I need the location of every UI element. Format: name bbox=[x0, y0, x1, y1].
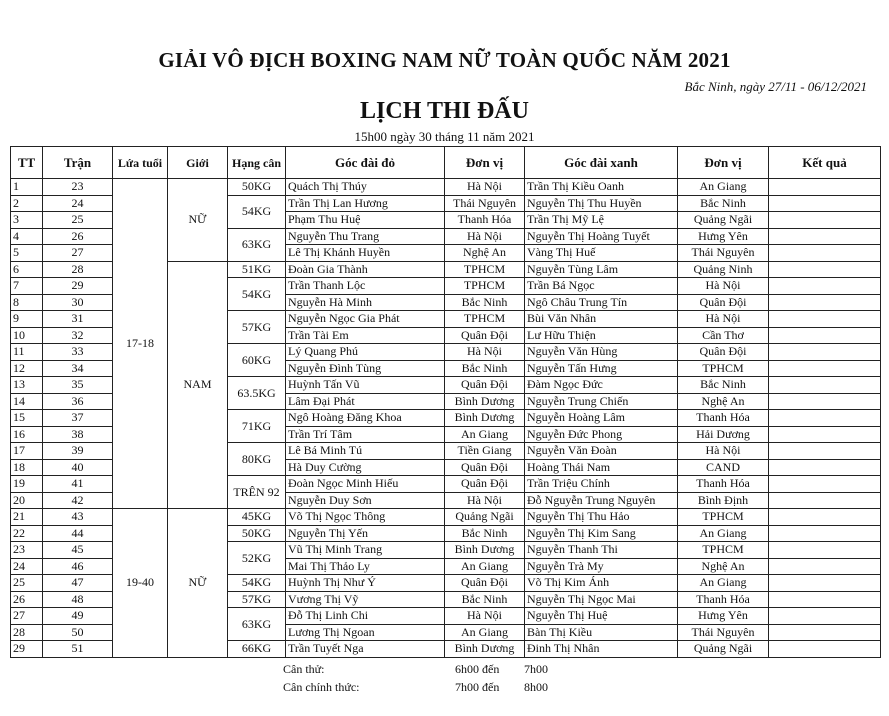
cell-red-unit: Bình Dương bbox=[445, 542, 525, 559]
cell-blue-unit: Hà Nội bbox=[678, 443, 769, 460]
cell-blue-corner: Nguyễn Thị Huệ bbox=[525, 608, 678, 625]
cell-red-unit: Bắc Ninh bbox=[445, 525, 525, 542]
cell-blue-unit: An Giang bbox=[678, 525, 769, 542]
cell-blue-corner: Đàm Ngọc Đức bbox=[525, 377, 678, 394]
cell-red-corner: Huỳnh Thị Như Ý bbox=[286, 575, 445, 592]
cell-red-unit: Thanh Hóa bbox=[445, 212, 525, 229]
schedule-heading: LỊCH THI ĐẤU bbox=[360, 98, 529, 124]
cell-tt: 9 bbox=[11, 311, 43, 328]
cell-red-corner: Mai Thị Thảo Ly bbox=[286, 558, 445, 575]
cell-match: 30 bbox=[43, 294, 113, 311]
cell-tt: 8 bbox=[11, 294, 43, 311]
cell-blue-corner: Nguyễn Tùng Lâm bbox=[525, 261, 678, 278]
cell-result bbox=[769, 492, 881, 509]
table-row bbox=[11, 179, 881, 196]
cell-blue-unit: Hưng Yên bbox=[678, 228, 769, 245]
cell-result bbox=[769, 525, 881, 542]
cell-blue-unit: Hà Nội bbox=[678, 278, 769, 295]
cell-blue-unit: Bắc Ninh bbox=[678, 377, 769, 394]
cell-blue-unit: TPHCM bbox=[678, 509, 769, 526]
cell-tt: 4 bbox=[11, 228, 43, 245]
table-header-row bbox=[11, 147, 881, 179]
cell-blue-unit: Thái Nguyên bbox=[678, 245, 769, 262]
cell-red-corner: Huỳnh Tấn Vũ bbox=[286, 377, 445, 394]
cell-blue-unit: Hà Nội bbox=[678, 311, 769, 328]
cell-red-corner: Vương Thị Vỹ bbox=[286, 591, 445, 608]
cell-result bbox=[769, 377, 881, 394]
cell-blue-unit: Bắc Ninh bbox=[678, 195, 769, 212]
cell-blue-corner: Trần Triệu Chính bbox=[525, 476, 678, 493]
col-header-red-unit: Đơn vị bbox=[445, 147, 525, 179]
cell-red-unit: Hà Nội bbox=[445, 608, 525, 625]
cell-result bbox=[769, 575, 881, 592]
col-header-tran: Trận bbox=[43, 147, 113, 179]
cell-result bbox=[769, 344, 881, 361]
cell-match: 31 bbox=[43, 311, 113, 328]
cell-match: 48 bbox=[43, 591, 113, 608]
cell-tt: 12 bbox=[11, 360, 43, 377]
cell-red-unit: Quân Đội bbox=[445, 327, 525, 344]
cell-tt: 5 bbox=[11, 245, 43, 262]
cell-weight: 52KG bbox=[228, 542, 286, 575]
cell-red-corner: Nguyễn Thu Trang bbox=[286, 228, 445, 245]
cell-blue-corner: Bùi Văn Nhân bbox=[525, 311, 678, 328]
cell-blue-corner: Nguyễn Thị Ngọc Mai bbox=[525, 591, 678, 608]
cell-tt: 25 bbox=[11, 575, 43, 592]
cell-blue-unit: Quảng Ngãi bbox=[678, 641, 769, 658]
cell-result bbox=[769, 393, 881, 410]
cell-result bbox=[769, 509, 881, 526]
cell-result bbox=[769, 591, 881, 608]
cell-match: 44 bbox=[43, 525, 113, 542]
cell-tt: 19 bbox=[11, 476, 43, 493]
cell-result bbox=[769, 608, 881, 625]
cell-tt: 7 bbox=[11, 278, 43, 295]
cell-match: 38 bbox=[43, 426, 113, 443]
cell-red-corner: Trần Thị Lan Hương bbox=[286, 195, 445, 212]
cell-red-unit: Bắc Ninh bbox=[445, 591, 525, 608]
cell-red-unit: Bình Dương bbox=[445, 393, 525, 410]
cell-red-unit: Hà Nội bbox=[445, 344, 525, 361]
cell-result bbox=[769, 459, 881, 476]
cell-red-unit: An Giang bbox=[445, 558, 525, 575]
cell-red-corner: Hà Duy Cường bbox=[286, 459, 445, 476]
cell-red-corner: Lương Thị Ngoan bbox=[286, 624, 445, 641]
cell-result bbox=[769, 624, 881, 641]
cell-red-corner: Đoàn Ngọc Minh Hiếu bbox=[286, 476, 445, 493]
cell-match: 39 bbox=[43, 443, 113, 460]
cell-result bbox=[769, 476, 881, 493]
cell-weight: 57KG bbox=[228, 311, 286, 344]
cell-blue-corner: Lư Hữu Thiện bbox=[525, 327, 678, 344]
cell-blue-corner: Trần Thị Mỹ Lệ bbox=[525, 212, 678, 229]
official-weigh-to: 8h00 bbox=[524, 680, 548, 694]
col-header-result: Kết quả bbox=[769, 147, 881, 179]
cell-tt: 13 bbox=[11, 377, 43, 394]
cell-blue-corner: Nguyễn Thanh Thi bbox=[525, 542, 678, 559]
cell-blue-corner: Nguyễn Thị Hoàng Tuyết bbox=[525, 228, 678, 245]
cell-blue-corner: Hoàng Thái Nam bbox=[525, 459, 678, 476]
schedule-table bbox=[10, 146, 881, 658]
cell-red-unit: Nghệ An bbox=[445, 245, 525, 262]
cell-tt: 22 bbox=[11, 525, 43, 542]
cell-tt: 18 bbox=[11, 459, 43, 476]
official-weigh-from: 7h00 đến bbox=[455, 680, 500, 694]
cell-result bbox=[769, 212, 881, 229]
cell-match: 26 bbox=[43, 228, 113, 245]
cell-result bbox=[769, 228, 881, 245]
cell-gender: NAM bbox=[168, 261, 228, 509]
cell-match: 33 bbox=[43, 344, 113, 361]
cell-blue-corner: Vàng Thị Huế bbox=[525, 245, 678, 262]
cell-red-unit: Bình Dương bbox=[445, 410, 525, 427]
cell-blue-corner: Nguyễn Thị Kim Sang bbox=[525, 525, 678, 542]
cell-result bbox=[769, 261, 881, 278]
schedule-time: 15h00 ngày 30 tháng 11 năm 2021 bbox=[354, 129, 535, 144]
cell-red-corner: Nguyễn Thị Yến bbox=[286, 525, 445, 542]
cell-result bbox=[769, 641, 881, 658]
cell-match: 40 bbox=[43, 459, 113, 476]
cell-weight: 60KG bbox=[228, 344, 286, 377]
cell-blue-unit: An Giang bbox=[678, 575, 769, 592]
cell-result bbox=[769, 294, 881, 311]
cell-red-corner: Vũ Thị Minh Trang bbox=[286, 542, 445, 559]
cell-match: 45 bbox=[43, 542, 113, 559]
cell-blue-unit: Nghệ An bbox=[678, 393, 769, 410]
cell-weight: 54KG bbox=[228, 195, 286, 228]
cell-red-unit: Quân Đội bbox=[445, 459, 525, 476]
cell-blue-unit: Thanh Hóa bbox=[678, 476, 769, 493]
cell-red-corner: Đỗ Thị Linh Chi bbox=[286, 608, 445, 625]
cell-red-unit: Quân Đội bbox=[445, 476, 525, 493]
cell-tt: 17 bbox=[11, 443, 43, 460]
cell-blue-corner: Võ Thị Kim Ánh bbox=[525, 575, 678, 592]
cell-weight: 54KG bbox=[228, 278, 286, 311]
cell-result bbox=[769, 542, 881, 559]
cell-weight: 63.5KG bbox=[228, 377, 286, 410]
cell-red-unit: Thái Nguyên bbox=[445, 195, 525, 212]
cell-tt: 16 bbox=[11, 426, 43, 443]
cell-blue-corner: Nguyễn Hoàng Lâm bbox=[525, 410, 678, 427]
place-date: Bắc Ninh, ngày 27/11 - 06/12/2021 bbox=[684, 79, 867, 94]
cell-red-unit: Bắc Ninh bbox=[445, 360, 525, 377]
weigh-in-to: 7h00 bbox=[524, 662, 548, 676]
cell-red-corner: Trần Trí Tâm bbox=[286, 426, 445, 443]
cell-match: 28 bbox=[43, 261, 113, 278]
cell-match: 24 bbox=[43, 195, 113, 212]
col-header-blue-corner: Góc đài xanh bbox=[525, 147, 678, 179]
cell-blue-corner: Trần Thị Kiều Oanh bbox=[525, 179, 678, 196]
cell-blue-unit: CAND bbox=[678, 459, 769, 476]
cell-tt: 1 bbox=[11, 179, 43, 196]
cell-red-corner: Ngô Hoàng Đăng Khoa bbox=[286, 410, 445, 427]
cell-blue-unit: Hải Dương bbox=[678, 426, 769, 443]
cell-red-corner: Trần Tài Em bbox=[286, 327, 445, 344]
cell-result bbox=[769, 360, 881, 377]
cell-weight: 57KG bbox=[228, 591, 286, 608]
cell-age-group: 19-40 bbox=[113, 509, 168, 658]
cell-tt: 23 bbox=[11, 542, 43, 559]
cell-result bbox=[769, 426, 881, 443]
cell-red-corner: Lê Bá Minh Tú bbox=[286, 443, 445, 460]
cell-red-corner: Lâm Đại Phát bbox=[286, 393, 445, 410]
cell-match: 23 bbox=[43, 179, 113, 196]
cell-blue-corner: Nguyễn Văn Đoàn bbox=[525, 443, 678, 460]
cell-match: 43 bbox=[43, 509, 113, 526]
cell-result bbox=[769, 410, 881, 427]
cell-red-corner: Nguyễn Ngọc Gia Phát bbox=[286, 311, 445, 328]
cell-blue-corner: Bàn Thị Kiều bbox=[525, 624, 678, 641]
cell-red-corner: Quách Thị Thúy bbox=[286, 179, 445, 196]
cell-tt: 15 bbox=[11, 410, 43, 427]
cell-match: 29 bbox=[43, 278, 113, 295]
cell-red-corner: Nguyễn Hà Minh bbox=[286, 294, 445, 311]
cell-weight: 51KG bbox=[228, 261, 286, 278]
cell-gender: NỮ bbox=[168, 509, 228, 658]
cell-tt: 27 bbox=[11, 608, 43, 625]
cell-tt: 26 bbox=[11, 591, 43, 608]
cell-red-unit: Hà Nội bbox=[445, 179, 525, 196]
cell-blue-corner: Nguyễn Trung Chiến bbox=[525, 393, 678, 410]
cell-weight: TRÊN 92 bbox=[228, 476, 286, 509]
cell-blue-corner: Nguyễn Thị Thu Huyền bbox=[525, 195, 678, 212]
cell-result bbox=[769, 245, 881, 262]
cell-blue-unit: Quảng Ngãi bbox=[678, 212, 769, 229]
cell-tt: 28 bbox=[11, 624, 43, 641]
cell-weight: 80KG bbox=[228, 443, 286, 476]
cell-tt: 14 bbox=[11, 393, 43, 410]
cell-weight: 54KG bbox=[228, 575, 286, 592]
cell-red-unit: TPHCM bbox=[445, 261, 525, 278]
cell-tt: 29 bbox=[11, 641, 43, 658]
cell-red-unit: Tiền Giang bbox=[445, 443, 525, 460]
cell-result bbox=[769, 558, 881, 575]
cell-result bbox=[769, 195, 881, 212]
cell-blue-unit: TPHCM bbox=[678, 360, 769, 377]
cell-blue-corner: Ngô Châu Trung Tín bbox=[525, 294, 678, 311]
cell-red-corner: Lê Thị Khánh Huyền bbox=[286, 245, 445, 262]
cell-red-unit: Hà Nội bbox=[445, 492, 525, 509]
cell-tt: 2 bbox=[11, 195, 43, 212]
cell-red-corner: Võ Thị Ngọc Thông bbox=[286, 509, 445, 526]
cell-blue-corner: Nguyễn Trà My bbox=[525, 558, 678, 575]
col-header-tt: TT bbox=[11, 147, 43, 179]
cell-tt: 10 bbox=[11, 327, 43, 344]
cell-red-unit: An Giang bbox=[445, 624, 525, 641]
cell-match: 47 bbox=[43, 575, 113, 592]
cell-red-unit: Hà Nội bbox=[445, 228, 525, 245]
cell-red-corner: Lý Quang Phú bbox=[286, 344, 445, 361]
cell-red-corner: Phạm Thu Huệ bbox=[286, 212, 445, 229]
cell-blue-unit: Nghệ An bbox=[678, 558, 769, 575]
cell-blue-corner: Nguyễn Tấn Hưng bbox=[525, 360, 678, 377]
cell-tt: 3 bbox=[11, 212, 43, 229]
table-row bbox=[11, 509, 881, 526]
cell-tt: 20 bbox=[11, 492, 43, 509]
cell-age-group: 17-18 bbox=[113, 179, 168, 509]
cell-blue-unit: Bình Định bbox=[678, 492, 769, 509]
cell-blue-corner: Đỗ Nguyễn Trung Nguyên bbox=[525, 492, 678, 509]
cell-weight: 50KG bbox=[228, 179, 286, 196]
cell-red-corner: Nguyễn Đình Tùng bbox=[286, 360, 445, 377]
cell-blue-unit: Quảng Ninh bbox=[678, 261, 769, 278]
cell-blue-corner: Đinh Thị Nhân bbox=[525, 641, 678, 658]
col-header-red-corner: Góc đài đỏ bbox=[286, 147, 445, 179]
cell-match: 37 bbox=[43, 410, 113, 427]
cell-match: 34 bbox=[43, 360, 113, 377]
cell-red-unit: An Giang bbox=[445, 426, 525, 443]
cell-red-corner: Nguyễn Duy Sơn bbox=[286, 492, 445, 509]
cell-blue-unit: TPHCM bbox=[678, 542, 769, 559]
cell-tt: 21 bbox=[11, 509, 43, 526]
cell-red-unit: TPHCM bbox=[445, 311, 525, 328]
cell-match: 50 bbox=[43, 624, 113, 641]
weigh-in-from: 6h00 đến bbox=[455, 662, 500, 676]
cell-red-unit: Bình Dương bbox=[445, 641, 525, 658]
cell-blue-corner: Nguyễn Thị Thu Hảo bbox=[525, 509, 678, 526]
cell-match: 51 bbox=[43, 641, 113, 658]
cell-blue-unit: Quân Đội bbox=[678, 344, 769, 361]
cell-weight: 66KG bbox=[228, 641, 286, 658]
cell-red-unit: Quân Đội bbox=[445, 377, 525, 394]
cell-blue-corner: Trần Bá Ngọc bbox=[525, 278, 678, 295]
cell-gender: NỮ bbox=[168, 179, 228, 262]
cell-result bbox=[769, 179, 881, 196]
cell-match: 35 bbox=[43, 377, 113, 394]
col-header-age: Lứa tuổi bbox=[113, 147, 168, 179]
cell-match: 27 bbox=[43, 245, 113, 262]
cell-red-unit: Bắc Ninh bbox=[445, 294, 525, 311]
cell-red-unit: Quân Đội bbox=[445, 575, 525, 592]
cell-tt: 11 bbox=[11, 344, 43, 361]
cell-weight: 71KG bbox=[228, 410, 286, 443]
cell-result bbox=[769, 443, 881, 460]
cell-weight: 63KG bbox=[228, 608, 286, 641]
cell-red-corner: Trần Thanh Lộc bbox=[286, 278, 445, 295]
cell-tt: 24 bbox=[11, 558, 43, 575]
cell-red-corner: Đoàn Gia Thành bbox=[286, 261, 445, 278]
cell-red-unit: Quảng Ngãi bbox=[445, 509, 525, 526]
cell-match: 36 bbox=[43, 393, 113, 410]
cell-match: 46 bbox=[43, 558, 113, 575]
cell-red-corner: Trần Tuyết Nga bbox=[286, 641, 445, 658]
cell-blue-unit: Cần Thơ bbox=[678, 327, 769, 344]
col-header-blue-unit: Đơn vị bbox=[678, 147, 769, 179]
cell-blue-unit: Thanh Hóa bbox=[678, 591, 769, 608]
col-header-weight: Hạng cân bbox=[228, 147, 286, 179]
cell-blue-corner: Nguyễn Văn Hùng bbox=[525, 344, 678, 361]
cell-result bbox=[769, 311, 881, 328]
cell-tt: 6 bbox=[11, 261, 43, 278]
cell-blue-unit: Thái Nguyên bbox=[678, 624, 769, 641]
document-title: GIẢI VÔ ĐỊCH BOXING NAM NỮ TOÀN QUỐC NĂM 2021 bbox=[158, 48, 731, 72]
cell-weight: 50KG bbox=[228, 525, 286, 542]
cell-match: 41 bbox=[43, 476, 113, 493]
cell-result bbox=[769, 327, 881, 344]
cell-match: 25 bbox=[43, 212, 113, 229]
col-header-gender: Giới bbox=[168, 147, 228, 179]
cell-blue-corner: Nguyễn Đức Phong bbox=[525, 426, 678, 443]
cell-red-unit: TPHCM bbox=[445, 278, 525, 295]
cell-blue-unit: Hưng Yên bbox=[678, 608, 769, 625]
cell-blue-unit: Quân Đội bbox=[678, 294, 769, 311]
cell-match: 32 bbox=[43, 327, 113, 344]
official-weigh-label: Cân chính thức: bbox=[283, 680, 360, 694]
cell-blue-unit: Thanh Hóa bbox=[678, 410, 769, 427]
cell-weight: 45KG bbox=[228, 509, 286, 526]
weigh-in-label: Cân thử: bbox=[283, 662, 325, 676]
cell-match: 49 bbox=[43, 608, 113, 625]
cell-result bbox=[769, 278, 881, 295]
cell-weight: 63KG bbox=[228, 228, 286, 261]
cell-match: 42 bbox=[43, 492, 113, 509]
cell-blue-unit: An Giang bbox=[678, 179, 769, 196]
